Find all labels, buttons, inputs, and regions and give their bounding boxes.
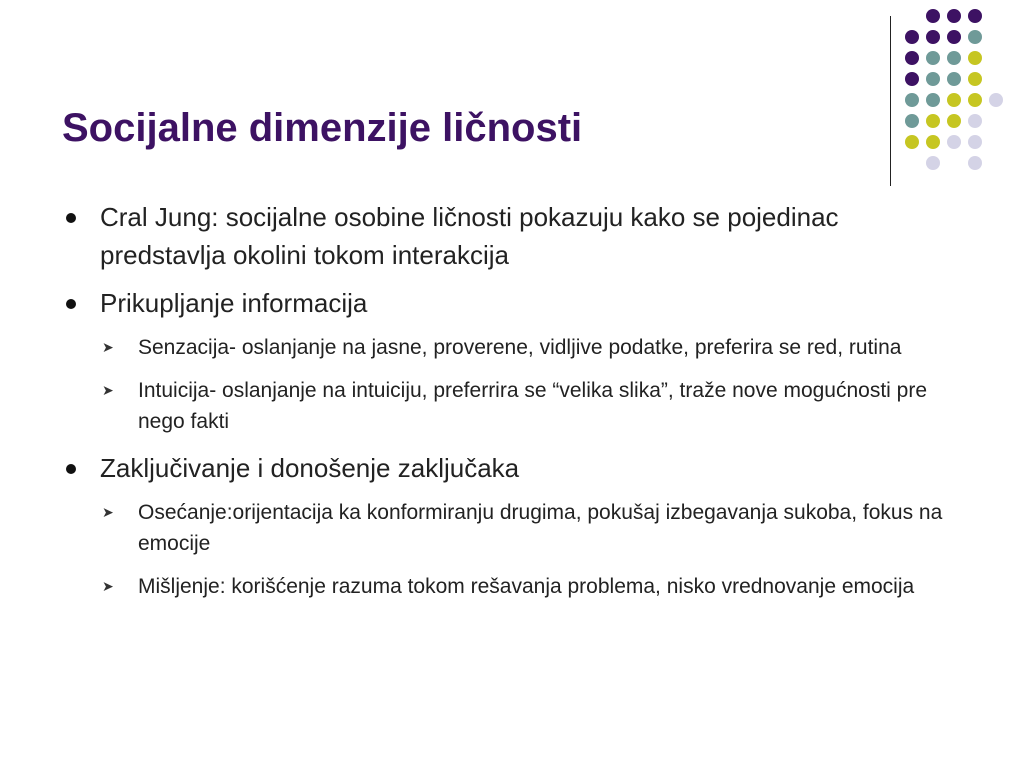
chevron-right-icon: ➤ [102, 382, 114, 398]
decorative-dot [905, 135, 919, 149]
decorative-dot [968, 72, 982, 86]
decorative-dot [905, 93, 919, 107]
bullet-icon [66, 464, 76, 474]
bullet-icon [66, 299, 76, 309]
sub-bullet-item [62, 332, 962, 363]
sub-bullet-text: Intuicija- oslanjanje na intuiciju, preferrira se “velika slika”, traže nove mogućnosti pre nego fakti [138, 379, 928, 433]
bullet-icon [66, 213, 76, 223]
decorative-dot [968, 93, 982, 107]
decorative-divider-line [890, 16, 891, 186]
decorative-dot [905, 51, 919, 65]
decorative-dot [905, 30, 919, 44]
sub-bullet-item [62, 571, 962, 602]
bullet-item [62, 198, 962, 274]
slide-content [62, 198, 962, 614]
sub-bullet-item [62, 497, 962, 559]
decorative-dot [926, 93, 940, 107]
slide-title: Socijalne dimenzije ličnosti [62, 106, 583, 150]
decorative-dot [968, 156, 982, 170]
decorative-dot [926, 114, 940, 128]
decorative-dot [926, 135, 940, 149]
bullet-item [62, 449, 962, 487]
decorative-dot [947, 93, 961, 107]
sub-bullet-text: Senzacija- oslanjanje na jasne, proverene, vidljive podatke, preferira se red, rutina [138, 336, 902, 359]
decorative-dot [968, 51, 982, 65]
decorative-dot [947, 51, 961, 65]
chevron-right-icon: ➤ [102, 578, 114, 594]
decorative-dot [968, 30, 982, 44]
decorative-dot [926, 51, 940, 65]
decorative-dot [968, 114, 982, 128]
decorative-dot [947, 114, 961, 128]
decorative-dot [968, 9, 982, 23]
bullet-text: Zaključivanje i donošenje zaključaka [100, 453, 520, 483]
bullet-item [62, 284, 962, 322]
bullet-text: Prikupljanje informacija [100, 288, 368, 318]
decorative-dot [905, 72, 919, 86]
decorative-dot [947, 9, 961, 23]
sub-bullet-text: Osećanje:orijentacija ka konformiranju drugima, pokušaj izbegavanja sukoba, fokus na emocije [138, 501, 943, 555]
sub-bullet-text: Mišljenje: korišćenje razuma tokom rešavanja problema, nisko vrednovanje emocija [138, 575, 915, 598]
decorative-dot [926, 9, 940, 23]
decorative-dot [968, 135, 982, 149]
decorative-dot [947, 72, 961, 86]
chevron-right-icon: ➤ [102, 339, 114, 355]
decorative-dot [926, 72, 940, 86]
sub-bullet-item [62, 375, 962, 437]
decorative-dot [947, 135, 961, 149]
bullet-text: Cral Jung: socijalne osobine ličnosti pokazuju kako se pojedinac predstavlja okolini tokom interakcija [100, 202, 839, 270]
decorative-dot [947, 30, 961, 44]
decorative-dot [989, 93, 1003, 107]
decorative-dot [926, 30, 940, 44]
decorative-dot [905, 114, 919, 128]
chevron-right-icon: ➤ [102, 504, 114, 520]
decorative-dot [926, 156, 940, 170]
